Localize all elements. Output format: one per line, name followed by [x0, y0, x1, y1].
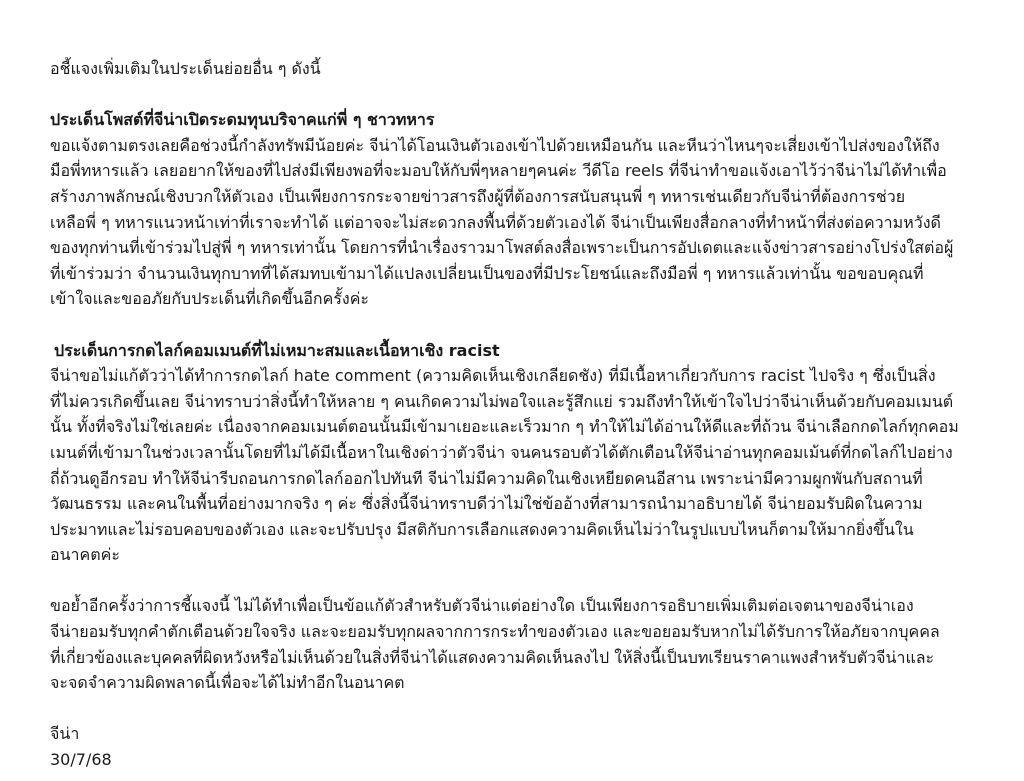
intro-line: อชี้แจงเพิ่มเติมในประเด็นย่อยอื่น ๆ ดังนี้	[50, 59, 321, 78]
spacer	[50, 696, 990, 722]
spacer	[50, 568, 990, 594]
paragraph-line: ถี่ถ้วนดูอีกรอบ ทำให้จีน่ารีบถอนการกดไลก์ออกไปทันที จีน่าไม่มีความคิดในเชิงเหยียดคนอีสาน เพราะน่ามีความผูกพันกับสถานที่	[50, 468, 923, 488]
section-racist-likes	[50, 338, 990, 568]
paragraph-line: นั้น ทั้งที่จริงไม่ใช่เลยค่ะ เนื่องจากคอมเมนต์ตอนนั้นมีเข้ามาเยอะและเร็วมาก ๆ ทำให้ไม่ได้อ่านให้ดีและที่ถ้วน จีน่าเลือกกดไลก์ทุกคอม	[50, 417, 959, 437]
paragraph-line: มือพี่ทหารแล้ว เลยอยากให้ของที่ไปส่งมีเพียงพอที่จะมอบให้กับพี่ๆหลายๆคนค่ะ วีดีโอ reels ที่จีน่าทำขอแจ้งเอาไว้ว่าจีน่าไม่ได้ทำเพื่อ	[50, 161, 947, 181]
section-heading-racist-likes: ประเด็นการกดไลก์คอมเมนต์ที่ไม่เหมาะสมและเนื้อหาเชิง racist	[54, 340, 500, 360]
statement-document	[50, 56, 990, 773]
paragraph-line: เข้าใจและขออภัยกับประเด็นที่เกิดขึ้นอีกครั้งค่ะ	[50, 289, 370, 309]
paragraph-line: อนาคตค่ะ	[50, 545, 120, 565]
section-heading-fundraising: ประเด็นโพสต์ที่จีน่าเปิดระดมทุนบริจาคแก่พี่ ๆ ชาวทหาร	[50, 110, 435, 130]
paragraph-line: ประมาทและไม่รอบคอบของตัวเอง และจะปรับปรุง มีสติกับการเลือกแสดงความคิดเห็นไม่ว่าในรูปแบบไหนก็ตามให้มากยิ่งขึ้นใน	[50, 519, 914, 539]
signature-name: จีน่า	[50, 724, 80, 744]
paragraph-line: ที่เกี่ยวข้องและบุคคลที่ผิดหวังหรือไม่เห็นด้วยในสิ่งที่จีน่าได้แสดงความคิดเห็นลงไป ให้สิ่งนี้เป็นบทเรียนราคาแพงสำหรับตัวจีน่าและ	[50, 647, 935, 667]
paragraph-line: เมนต์ที่เข้ามาในช่วงเวลานั้นโดยที่ไม่ได้มีเนื้อหาในเชิงด่าว่าตัวจีน่า จนคนรอบตัวได้ตักเตือนให้จีน่าอ่านทุกคอมเม้นต์ที่กดไลก์ไปอย่าง	[50, 442, 953, 462]
paragraph-line: สร้างภาพลักษณ์เชิงบวกให้ตัวเอง เป็นเพียงการกระจายข่าวสารถึงผู้ที่ต้องการสนับสนุนพี่ ๆ ทหารเช่นเดียวกับจีน่าที่ต้องการช่วย	[50, 186, 906, 206]
signature-date: 30/7/68	[50, 750, 112, 770]
section-fundraising	[50, 107, 990, 312]
paragraph-line: ที่เข้าร่วมว่า จำนวนเงินทุกบาทที่ได้สมทบเข้ามาได้แปลงเปลี่ยนเป็นของที่มีประโยชน์และถึงมือพี่ ๆ ทหารแล้วเท่านั้น ขอขอบคุณที่	[50, 263, 924, 283]
paragraph-line: จีน่ายอมรับทุกคำตักเตือนด้วยใจจริง และจะยอมรับทุกผลจากการกระทำของตัวเอง และขอยอมรับหากไม่ได้รับการให้อภัยจากบุคคล	[50, 622, 940, 642]
paragraph-line: ขอแจ้งตามตรงเลยคือช่วงนี้กำลังทรัพมีน้อยค่ะ จีน่าได้โอนเงินตัวเองเข้าไปด้วยเหมือนกัน และหีนว่าไหนๆจะเสี่ยงเข้าไปส่งของให้ถึง	[50, 135, 940, 155]
paragraph-line: ที่ไม่ควรเกิดขึ้นเลย จีน่าทราบว่าสิ่งนี้ทำให้หลาย ๆ คนเกิดความไม่พอใจและรู้สึกแย่ รวมถึงทำให้เข้าใจไปว่าจีน่าเห็นด้วยกับคอมเมนต์	[50, 391, 954, 411]
paragraph-line: วัฒนธรรม และคนในพื้นที่อย่างมากจริง ๆ ค่ะ ซึ่งสิ่งนี้จีน่าทราบดีว่าไม่ใช่ข้ออ้างที่สามารถนำมาอธิบายได้ จีน่ายอมรับผิดในความ	[50, 494, 923, 514]
section-closing	[50, 593, 990, 695]
paragraph-line: จะจดจำความผิดพลาดนี้เพื่อจะได้ไม่ทำอีกในอนาคต	[50, 673, 405, 693]
paragraph-line: ขอย้ำอีกครั้งว่าการชี้แจงนี้ ไม่ได้ทำเพื่อเป็นข้อแก้ตัวสำหรับตัวจีน่าแต่อย่างใด เป็นเพียงการอธิบายเพิ่มเติมต่อเจตนาของจีน่าเอง	[50, 596, 914, 616]
paragraph-line: เหลือพี่ ๆ ทหารแนวหน้าเท่าที่เราจะทำได้ แต่อาจจะไม่สะดวกลงพื้นที่ด้วยตัวเองได้ จีน่าเป็นเพียงสื่อกลางที่ทำหน้าที่ส่งต่อความหวังดี	[50, 212, 941, 232]
spacer	[50, 82, 990, 108]
paragraph-line: จีน่าขอไม่แก้ตัวว่าได้ทำการกดไลก์ hate comment (ความคิดเห็นเชิงเกลียดชัง) ที่มีเนื้อหาเกี่ยวกับการ racist ไปจริง ๆ ซึ่งเป็นสิ่ง	[50, 366, 936, 386]
paragraph-line: ของทุกท่านที่เข้าร่วมไปสู่พี่ ๆ ทหารเท่านั้น โดยการที่นำเรื่องราวมาโพสต์ลงสื่อเพราะเป็นการอัปเดตและแจ้งข่าวสารอย่างโปร่งใสต่อผู้	[50, 238, 954, 258]
spacer	[50, 312, 990, 338]
signature-block	[50, 721, 990, 772]
